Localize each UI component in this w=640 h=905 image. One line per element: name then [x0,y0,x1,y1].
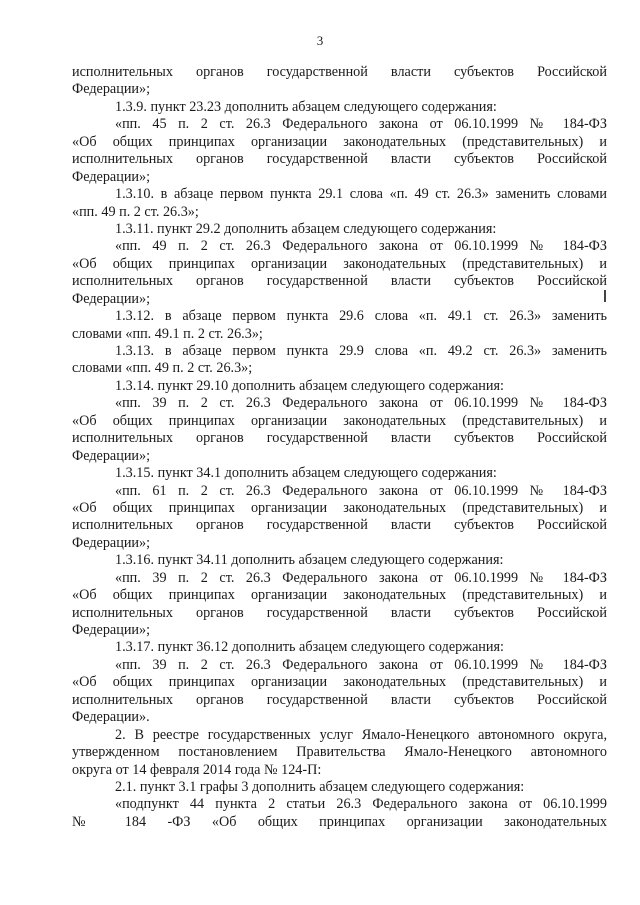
text-line: утвержденном постановлением Правительства Ямало-Ненецкого автономного [72,744,607,761]
text-line: «Об общих принципах организации законодательных (представительных) и [72,499,607,516]
text-line: исполнительных органов государственной власти субъектов Российской [72,273,607,290]
text-line: «Об общих принципах организации законодательных (представительных) и [72,133,607,150]
text-line: «пп. 39 п. 2 ст. 26.3 Федерального закона от 06.10.1999 № 184-ФЗ [115,656,607,673]
text-line: Федерации»; [72,622,151,638]
text-line: 1.3.11. пункт 29.2 дополнить абзацем следующего содержания: [115,220,497,237]
text-line: «Об общих принципах организации законодательных (представительных) и [72,412,607,429]
text-line: исполнительных органов государственной власти субъектов Российской [72,517,607,534]
text-line: исполнительных органов государственной власти субъектов Российской [72,691,607,708]
text-line: «пп. 49 п. 2 ст. 26.3 Федерального закона от 06.10.1999 № 184-ФЗ [115,238,607,255]
text-line: Федерации»; [72,534,151,551]
text-line: Федерации». [72,709,150,726]
text-line: Федерации»; [72,447,151,464]
text-line: 1.3.15. пункт 34.1 дополнить абзацем следующего содержания: [115,465,497,482]
document-body [72,64,607,831]
page-number: 3 [316,33,324,48]
scan-artifact [604,290,606,302]
text-line: исполнительных органов государственной власти субъектов Российской [72,64,607,80]
text-line: исполнительных органов государственной власти субъектов Российской [72,430,607,447]
text-line: 1.3.12. в абзаце первом пункта 29.6 слова «п. 49.1 ст. 26.3» заменить [115,308,607,325]
text-line: Федерации»; [72,168,151,185]
text-line: «пп. 39 п. 2 ст. 26.3 Федерального закона от 06.10.1999 № 184-ФЗ [115,395,607,412]
text-line: «Об общих принципах организации законодательных (представительных) и [72,255,607,272]
text-line: 2.1. пункт 3.1 графы 3 дополнить абзацем следующего содержания: [115,778,525,795]
text-line: словами «пп. 49 п. 2 ст. 26.3»; [72,360,253,377]
text-line: 1.3.16. пункт 34.11 дополнить абзацем следующего содержания: [115,552,504,569]
text-line: «подпункт 44 пункта 2 статьи 26.3 Федерального закона от 06.10.1999 [115,796,607,813]
text-line: словами «пп. 49.1 п. 2 ст. 26.3»; [72,325,263,342]
text-line: 1.3.13. в абзаце первом пункта 29.9 слова «п. 49.2 ст. 26.3» заменить [115,343,607,359]
text-line: «Об общих принципах организации законодательных (представительных) и [72,587,607,604]
text-line: «пп. 45 п. 2 ст. 26.3 Федерального закона от 06.10.1999 № 184-ФЗ [115,116,607,133]
text-line: «пп. 61 п. 2 ст. 26.3 Федерального закона от 06.10.1999 № 184-ФЗ [115,482,607,499]
text-line: Федерации»; [72,81,151,98]
text-line: 1.3.10. в абзаце первом пункта 29.1 слова «п. 49 ст. 26.3» заменить словами [115,186,607,203]
text-line: округа от 14 февраля 2014 года № 124-П: [72,761,322,778]
text-line: 1.3.17. пункт 36.12 дополнить абзацем следующего содержания: [115,639,504,656]
text-line: исполнительных органов государственной власти субъектов Российской [72,151,607,168]
text-line: № 184 -ФЗ «Об общих принципах организации законодательных [72,813,607,830]
text-line: «пп. 39 п. 2 ст. 26.3 Федерального закона от 06.10.1999 № 184-ФЗ [115,569,607,586]
text-line: исполнительных органов государственной власти субъектов Российской [72,604,607,621]
text-line: Федерации»; [72,290,151,307]
text-line: «Об общих принципах организации законодательных (представительных) и [72,674,607,691]
text-line: 1.3.9. пункт 23.23 дополнить абзацем следующего содержания: [115,98,497,115]
text-line: «пп. 49 п. 2 ст. 26.3»; [72,203,199,220]
text-line: 1.3.14. пункт 29.10 дополнить абзацем следующего содержания: [115,377,504,394]
text-line: 2. В реестре государственных услуг Ямало-Ненецкого автономного округа, [115,726,607,743]
